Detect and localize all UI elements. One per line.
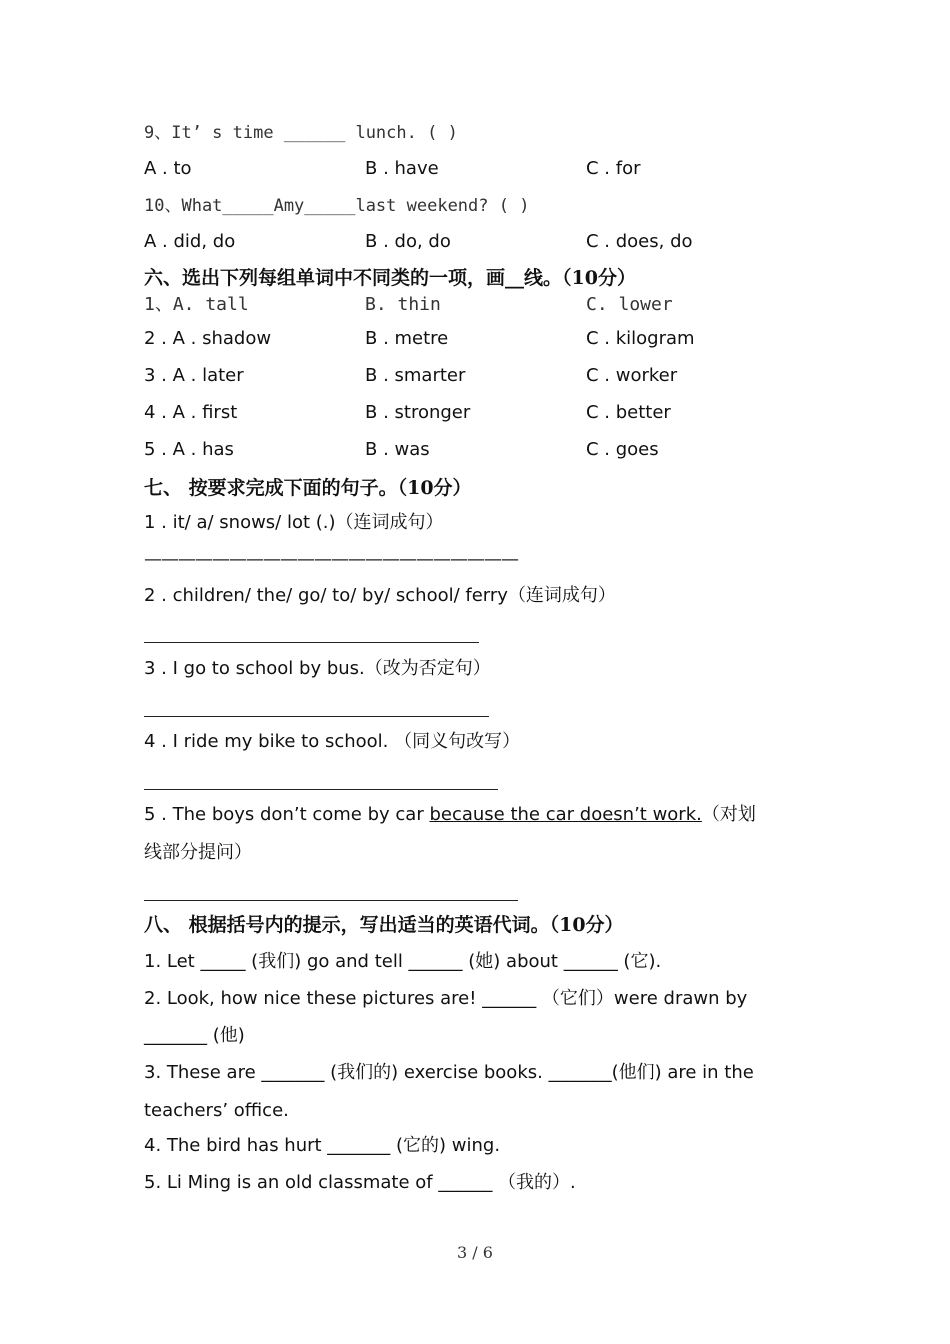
option-b: B . smarter <box>365 365 466 386</box>
section-7-question-4: 4 . I ride my bike to school. （同义句改写） <box>144 731 521 752</box>
option-b: B . have <box>365 158 439 179</box>
question-10-stem: 10、What_____Amy_____last weekend? ( ) <box>144 196 530 216</box>
option-c: C. lower <box>586 294 673 315</box>
page-number: 3 / 6 <box>457 1243 493 1262</box>
answer-line-5 <box>144 900 518 901</box>
section-7-question-1: 1 . it/ a/ snows/ lot (.)（连词成句） <box>144 512 444 533</box>
question-10-options <box>144 230 804 254</box>
option-b: B . metre <box>365 328 449 349</box>
section-8-line-2a: 2. Look, how nice these pictures are! ______ （它们）were drawn by <box>144 988 748 1009</box>
section-6-row-3 <box>144 364 804 388</box>
option-b: B . stronger <box>365 402 471 423</box>
option-a: A . to <box>144 158 192 179</box>
option-a: 3 . A . later <box>144 365 244 386</box>
option-b: B . was <box>365 439 430 460</box>
section-7-question-5 <box>144 803 756 827</box>
section-6-row-5 <box>144 438 804 462</box>
section-8-line-1: 1. Let _____ (我们) go and tell ______ (她) about ______ (它). <box>144 951 662 972</box>
section-6-row-4 <box>144 401 804 425</box>
option-c: C . for <box>586 158 641 179</box>
section-6-title: 六、选出下列每组单词中不同类的一项，画__线。（10分） <box>144 267 636 289</box>
option-a: 5 . A . has <box>144 439 234 460</box>
question-5-underlined: because the car doesn’t work. <box>429 804 702 825</box>
section-7-question-3: 3 . I go to school by bus.（改为否定句） <box>144 658 491 679</box>
question-9-options <box>144 157 804 181</box>
option-a: 4 . A . first <box>144 402 238 423</box>
option-b: B. thin <box>365 294 441 315</box>
section-8-title: 八、 根据括号内的提示，写出适当的英语代词。（10分） <box>144 914 624 936</box>
option-c: C . kilogram <box>586 328 695 349</box>
option-b: B . do, do <box>365 231 451 252</box>
section-7-title: 七、 按要求完成下面的句子。（10分） <box>144 477 472 499</box>
section-6-row-2 <box>144 327 804 351</box>
option-c: C . goes <box>586 439 659 460</box>
question-5-instruction-cont: 线部分提问） <box>144 842 252 863</box>
answer-line-2 <box>144 642 479 643</box>
option-c: C . worker <box>586 365 678 386</box>
section-8-line-3b: teachers’ office. <box>144 1100 289 1121</box>
question-9-stem: 9、It’ s time ______ lunch. ( ) <box>144 123 458 143</box>
section-8-line-2b: _______ (他) <box>144 1025 245 1046</box>
option-a: A . did, do <box>144 231 236 252</box>
option-a: 1、A. tall <box>144 294 249 315</box>
section-8-line-4: 4. The bird has hurt _______ (它的) wing. <box>144 1135 501 1156</box>
section-8-line-3a: 3. These are _______ (我们的) exercise books. _______(他们) are in the <box>144 1062 754 1083</box>
answer-line-3 <box>144 716 489 717</box>
answer-line-1: —————————————————————— <box>144 549 518 570</box>
option-a: 2 . A . shadow <box>144 328 272 349</box>
section-8-line-5: 5. Li Ming is an old classmate of ______ （我的）. <box>144 1172 576 1193</box>
question-5-text: 5 . The boys don’t come by car <box>144 804 430 825</box>
answer-line-4 <box>144 789 498 790</box>
option-c: C . does, do <box>586 231 693 252</box>
section-7-question-2: 2 . children/ the/ go/ to/ by/ school/ ferry（连词成句） <box>144 585 616 606</box>
section-6-row-1 <box>144 293 804 317</box>
question-5-instruction: （对划 <box>701 804 756 825</box>
option-c: C . better <box>586 402 671 423</box>
